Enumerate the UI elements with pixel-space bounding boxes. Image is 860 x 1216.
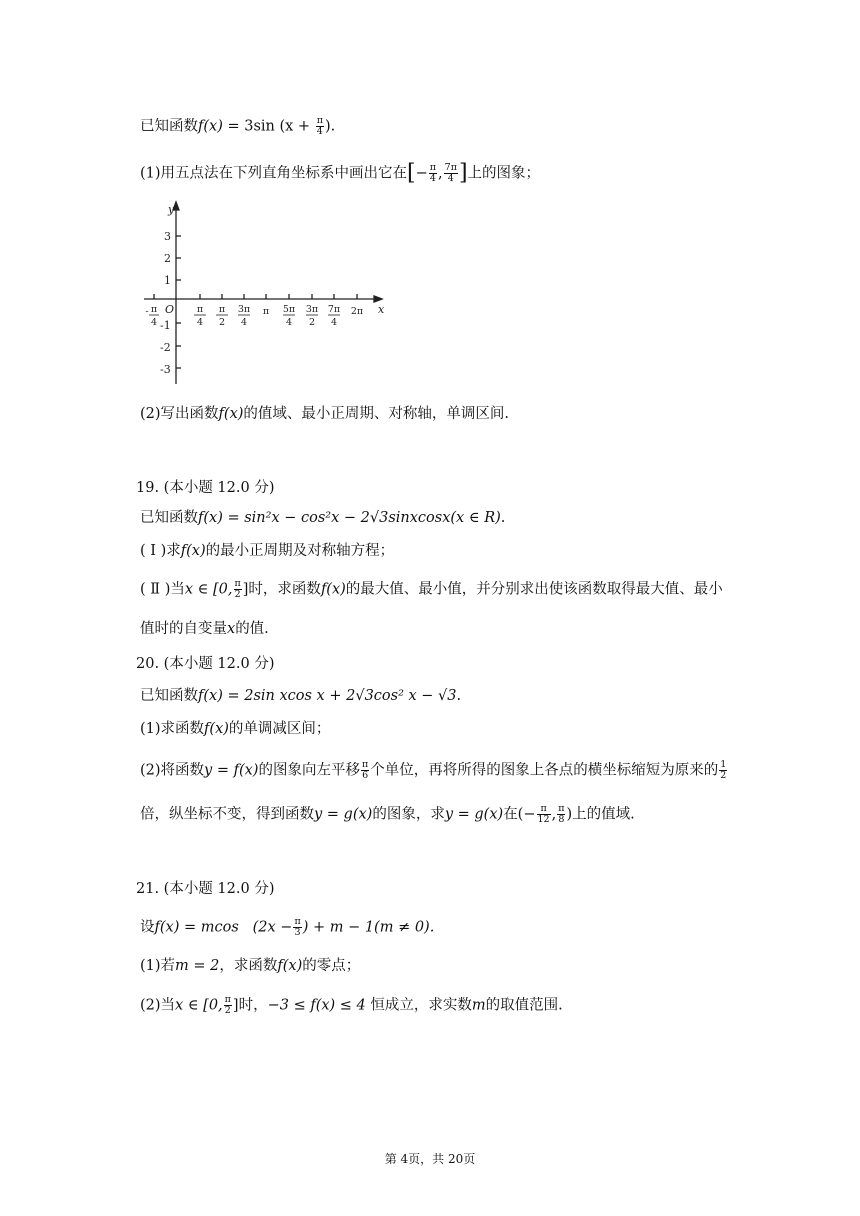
frac-num: π <box>234 578 241 589</box>
frac-num: π <box>224 994 231 1005</box>
frac-num: π <box>537 804 551 815</box>
q20-part3 <box>140 804 635 825</box>
frac-num: 7π <box>444 162 457 173</box>
y-tick-label: 3 <box>164 230 171 243</box>
q21-p2-frac <box>224 995 232 1016</box>
frac-num: π <box>429 162 437 173</box>
frac-num: 1 <box>720 759 727 770</box>
q20-p3-mid: 的图象，求 <box>372 806 445 823</box>
x-tick-label-num: 5π <box>282 304 296 315</box>
q19-part2 <box>140 579 723 600</box>
x-tick-label-den: 4 <box>196 317 204 328</box>
q18-stem-prefix: 已知函数 <box>140 118 198 135</box>
q21-stem-prefix: 设 <box>140 919 155 936</box>
q19-part3 <box>140 619 269 639</box>
q20-part2 <box>140 760 728 781</box>
q20-part1 <box>140 719 330 739</box>
q20-p3-g: y = g(x) <box>314 806 373 823</box>
q20-stem-prefix: 已知函数 <box>140 688 198 704</box>
q18-part2 <box>140 404 509 424</box>
q18-stem-end: ). <box>324 118 336 135</box>
q21-p1-text: (1)若 <box>140 958 176 974</box>
frac-den: 8 <box>558 814 565 825</box>
frac-num: π <box>361 759 369 770</box>
q20-frac-half <box>719 760 727 781</box>
q18-p1-end: 上的图象； <box>467 165 541 182</box>
q20-p2-mid: 的图象向左平移 <box>258 762 360 779</box>
page-footer: 第 4页，共 20页 <box>384 1152 476 1166</box>
q21-part2 <box>140 995 563 1016</box>
q21-p1-fx: f(x) <box>277 958 303 974</box>
q18-formula: = 3sin (x + <box>222 118 315 135</box>
q20-frac-shift <box>361 760 369 781</box>
q20-stem <box>140 686 461 706</box>
y-tick-label: -1 <box>160 319 171 332</box>
q19-stem-end: . <box>500 510 506 526</box>
q19-p2-fx: f(x) <box>320 581 346 598</box>
frac-den: 4 <box>316 126 323 137</box>
q19-p1-fx: f(x) <box>180 543 206 559</box>
frac-den: 2 <box>234 589 241 600</box>
q20-p3-end: )上的值域. <box>566 806 635 823</box>
q20-p1-fx: f(x) <box>204 721 229 737</box>
q19-stem-prefix: 已知函数 <box>140 510 198 526</box>
q21-p1-mid: ，求函数 <box>219 958 278 974</box>
q20-p3-text: 倍，纵坐标不变，得到函数 <box>140 806 314 823</box>
q21-p2-end: 的取值范围. <box>485 997 563 1014</box>
q18-stem <box>140 116 335 137</box>
q18-p2-end: 的值域、最小正周期、对称轴，单调区间. <box>243 406 510 422</box>
q18-part1: (1)用五点法在下列直角坐标系中画出它在[− $\frac{\pi}{4}$ , $\frac{7\pi}{4}$ ]上的图象； <box>140 160 541 186</box>
q21-p2-ineq: −3 ≤ f(x) ≤ 4 <box>267 997 366 1014</box>
q19-p3-end: 的值. <box>235 621 269 637</box>
x-axis-arrow <box>374 296 382 302</box>
frac-num: π <box>558 803 565 814</box>
q19-p3-text: 值时的自变量 <box>140 621 227 637</box>
q19-p2-x: x ∈ [0, <box>184 581 233 598</box>
x-tick-label-num: 3π <box>305 304 319 315</box>
q20-p1-text: (1)求函数 <box>140 721 205 737</box>
q20-p1-end: 的单调减区间； <box>228 721 331 737</box>
q19-part1 <box>140 541 394 561</box>
q20-frac-right <box>557 804 565 825</box>
q19-number: 19. (本小题 12.0 分) <box>136 480 275 496</box>
q19-p1-text: ( Ⅰ )求 <box>140 543 181 559</box>
q20-stem-end: . <box>456 688 462 704</box>
q21-formula: f(x) = mcos <box>154 919 239 936</box>
q21-p1-end: 的零点； <box>302 958 361 974</box>
frac-den: 12 <box>537 814 550 825</box>
x-tick-label-den: 4 <box>240 317 248 328</box>
q20-p2-text: (2)将函数 <box>140 762 205 779</box>
y-tick-label: 2 <box>164 252 171 265</box>
q21-formula-b: (2x − <box>252 919 293 936</box>
q21-stem <box>140 917 434 938</box>
origin-label: O <box>165 303 175 316</box>
x-tick-label-den: 2 <box>308 317 316 328</box>
frac-num: π <box>316 115 323 126</box>
x-tick-label: π <box>262 306 270 317</box>
q21-p2-text: (2)当 <box>140 997 176 1014</box>
x-axis-label: x <box>378 303 385 316</box>
x-tick-label-num: π <box>196 304 204 315</box>
frac-den: 2 <box>720 770 727 781</box>
q21-formula-c: ) + m − 1(m ≠ 0). <box>302 919 435 936</box>
x-tick-label-num: π <box>218 304 226 315</box>
q19-p2-end: 的最大值、最小值，并分别求出使该函数取得最大值、最小 <box>345 581 723 598</box>
q21-p2-x: x ∈ [0, <box>175 997 223 1014</box>
q20-p2-end: 个单位，再将所得的图象上各点的横坐标缩短为原来的 <box>370 762 719 779</box>
bracket-right: ] <box>458 160 468 186</box>
q21-p2-m: m <box>471 997 486 1014</box>
frac-num: π <box>294 916 301 927</box>
x-tick-label-den: 4 <box>150 317 158 328</box>
x-tick-label-num: 3π <box>237 304 251 315</box>
q19-p3-x: x <box>227 621 236 637</box>
q20-p2-fx: y = f(x) <box>204 762 259 779</box>
y-axis-label: y <box>168 203 175 216</box>
q20-p3-g2: y = g(x) <box>444 806 504 823</box>
coordinate-graph <box>138 196 398 392</box>
q18-p2-fx: f(x) <box>218 406 244 422</box>
x-tick-label-num: 7π <box>327 304 341 315</box>
q18-p1-text: (1)用五点法在下列直角坐标系中画出它在 <box>140 165 408 182</box>
bracket-left: [ <box>407 160 416 186</box>
q21-frac <box>293 917 301 938</box>
q21-p1-m: m = 2 <box>175 958 220 974</box>
frac-den: 4 <box>447 173 454 184</box>
q19-formula: f(x) = sin²x − cos²x − 2√3sinxcosx(x ∈ R) <box>198 510 501 526</box>
x-tick-label-den: 2 <box>218 317 226 328</box>
q20-p3-minus: − <box>523 806 536 823</box>
q20-frac-left <box>537 804 551 825</box>
q21-p2-mid2: 恒成立，求实数 <box>365 997 472 1014</box>
q20-number: 20. (本小题 12.0 分) <box>136 656 275 672</box>
x-tick-label-num: π <box>150 304 158 315</box>
x-tick-labels <box>145 304 363 328</box>
frac-den: 3 <box>294 927 301 938</box>
y-tick-label: -2 <box>160 341 171 354</box>
q21-part1 <box>140 956 360 976</box>
x-tick-label-minus: - <box>145 306 149 317</box>
x-tick-label-den: 4 <box>330 317 338 328</box>
q20-p3-comma: , <box>551 806 557 823</box>
q18-frac <box>316 116 324 137</box>
q19-p2-mid: ]时，求函数 <box>242 581 321 598</box>
q20-p3-open: 在( <box>503 806 524 823</box>
q20-formula: f(x) = 2sin xcos x + 2√3cos² x − √3 <box>198 688 457 704</box>
q19-p2-text: ( Ⅱ )当 <box>140 581 185 598</box>
frac-den: 2 <box>224 1005 231 1016</box>
q21-p2-mid: ]时， <box>232 997 268 1014</box>
interval-left-frac <box>429 163 437 184</box>
q19-frac <box>234 579 242 600</box>
y-tick-label: -3 <box>160 363 171 376</box>
y-tick-label: 1 <box>164 274 171 287</box>
q19-p1-end: 的最小正周期及对称轴方程； <box>205 543 395 559</box>
q21-number: 21. (本小题 12.0 分) <box>136 881 275 897</box>
x-tick-label-den: 4 <box>285 317 293 328</box>
q18-fx: f(x) <box>198 118 223 135</box>
frac-den: 4 <box>429 173 436 184</box>
q19-stem <box>140 508 505 528</box>
q18-p2-text: (2)写出函数 <box>140 406 219 422</box>
x-tick-label: 2π <box>350 306 364 317</box>
interval-right-frac <box>444 163 458 184</box>
frac-den: 6 <box>362 770 369 781</box>
